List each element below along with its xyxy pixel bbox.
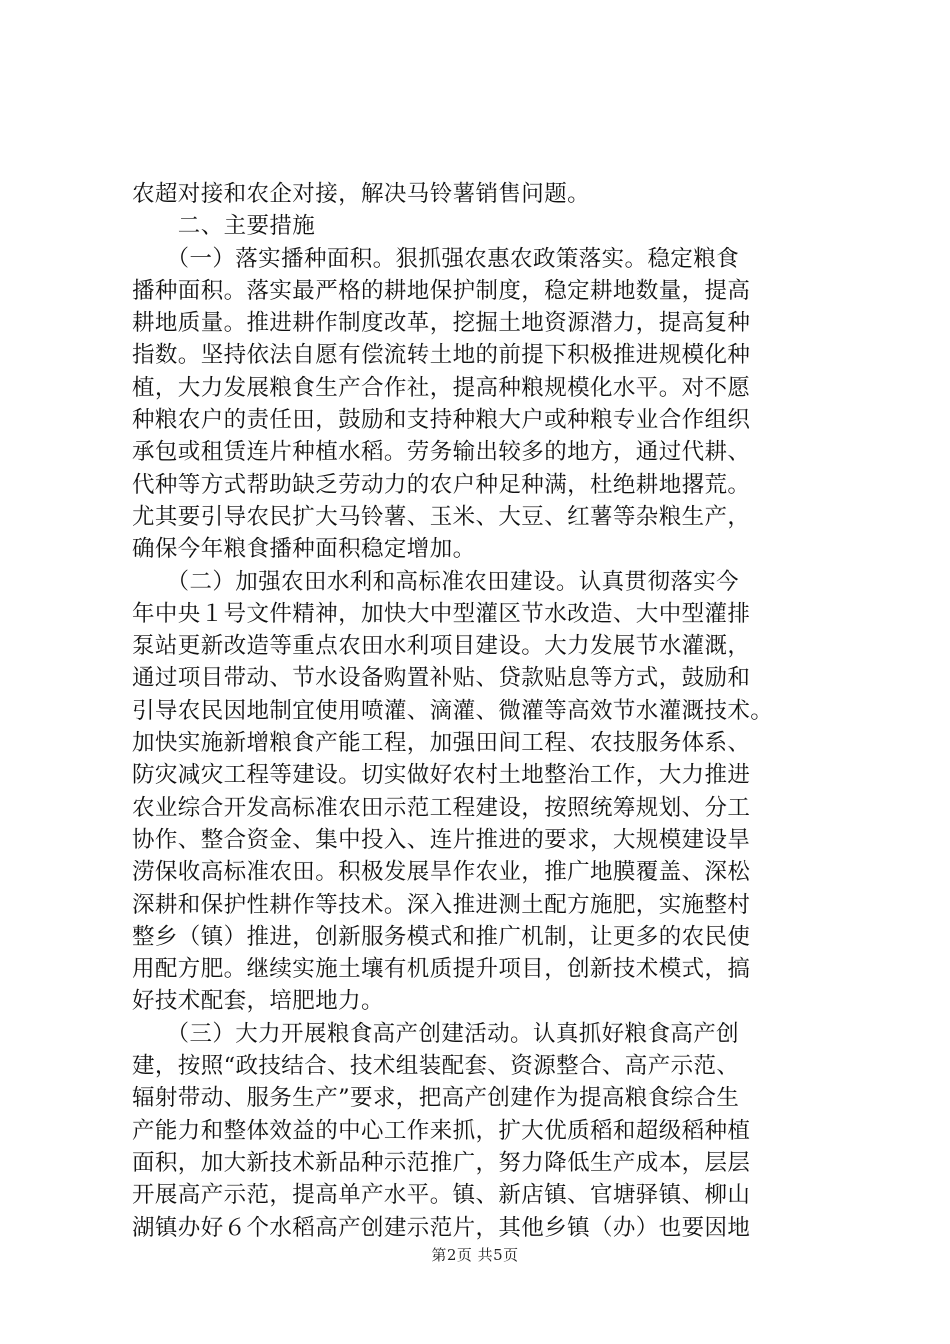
text-line: 用配方肥。继续实施土壤有机质提升项目，创新技术模式，搞 bbox=[132, 956, 751, 983]
text-line: 湖镇办好６个水稻高产创建示范片，其他乡镇（办）也要因地 bbox=[132, 1214, 751, 1241]
text-line: 农超对接和农企对接，解决马铃薯销售问题。 bbox=[132, 181, 591, 207]
text-line: 引导农民因地制宜使用喷灌、滴灌、微灌等高效节水灌溉技术。 bbox=[132, 697, 774, 724]
text-line: 植，大力发展粮食生产合作社，提高种粮规模化水平。对不愿 bbox=[132, 374, 751, 401]
text-line: 种粮农户的责任田，鼓励和支持种粮大户或种粮专业合作组织 bbox=[132, 407, 751, 434]
text-line: 建，按照“政技结合、技术组装配套、资源整合、高产示范、 bbox=[132, 1053, 740, 1080]
text-line: 通过项目带动、节水设备购置补贴、贷款贴息等方式，鼓励和 bbox=[132, 665, 751, 692]
text-line: 涝保收高标准农田。积极发展旱作农业，推广地膜覆盖、深松 bbox=[132, 859, 751, 886]
text-line: 年中央１号文件精神，加快大中型灌区节水改造、大中型灌排 bbox=[132, 600, 751, 627]
text-line: 产能力和整体效益的中心工作来抓，扩大优质稻和超级稻种植 bbox=[132, 1117, 751, 1144]
text-line: 加快实施新增粮食产能工程，加强田间工程、农技服务体系、 bbox=[132, 730, 751, 757]
text-line: 播种面积。落实最严格的耕地保护制度，稳定耕地数量，提高 bbox=[132, 277, 751, 304]
text-line: （一）落实播种面积。狠抓强农惠农政策落实。稳定粮食 bbox=[132, 245, 740, 272]
text-line: 二、主要措施 bbox=[132, 213, 316, 240]
text-line: 耕地质量。推进耕作制度改革，挖掘土地资源潜力，提高复种 bbox=[132, 310, 751, 337]
text-line: （三）大力开展粮食高产创建活动。认真抓好粮食高产创 bbox=[132, 1020, 740, 1047]
text-line: 农业综合开发高标准农田示范工程建设，按照统筹规划、分工 bbox=[132, 794, 751, 821]
text-line: 确保今年粮食播种面积稳定增加。 bbox=[132, 536, 476, 563]
text-line: 整乡（镇）推进，创新服务模式和推广机制，让更多的农民使 bbox=[132, 923, 751, 950]
text-line: 泵站更新改造等重点农田水利项目建设。大力发展节水灌溉， bbox=[132, 633, 751, 660]
text-line: 承包或租赁连片种植水稻。劳务输出较多的地方，通过代耕、 bbox=[132, 439, 751, 466]
text-line: （二）加强农田水利和高标准农田建设。认真贯彻落实今 bbox=[132, 568, 740, 595]
text-line: 尤其要引导农民扩大马铃薯、玉米、大豆、红薯等杂粮生产， bbox=[132, 503, 751, 530]
text-line: 代种等方式帮助缺乏劳动力的农户种足种满，杜绝耕地撂荒。 bbox=[132, 471, 751, 498]
text-line: 指数。坚持依法自愿有偿流转土地的前提下积极推进规模化种 bbox=[132, 342, 751, 369]
text-line: 协作、整合资金、集中投入、连片推进的要求，大规模建设旱 bbox=[132, 826, 751, 853]
text-line: 面积，加大新技术新品种示范推广，努力降低生产成本，层层 bbox=[132, 1149, 751, 1176]
text-line: 好技术配套，培肥地力。 bbox=[132, 988, 384, 1015]
text-line: 辐射带动、服务生产”要求，把高产创建作为提高粮食综合生 bbox=[132, 1085, 740, 1112]
text-line: 开展高产示范，提高单产水平。镇、新店镇、官塘驿镇、柳山 bbox=[132, 1182, 751, 1209]
document-body bbox=[132, 178, 837, 1244]
page-footer: 第2页 共5页 bbox=[431, 1246, 519, 1264]
text-line: 防灾减灾工程等建设。切实做好农村土地整治工作，大力推进 bbox=[132, 762, 751, 789]
text-line: 深耕和保护性耕作等技术。深入推进测土配方施肥，实施整村 bbox=[132, 891, 751, 918]
